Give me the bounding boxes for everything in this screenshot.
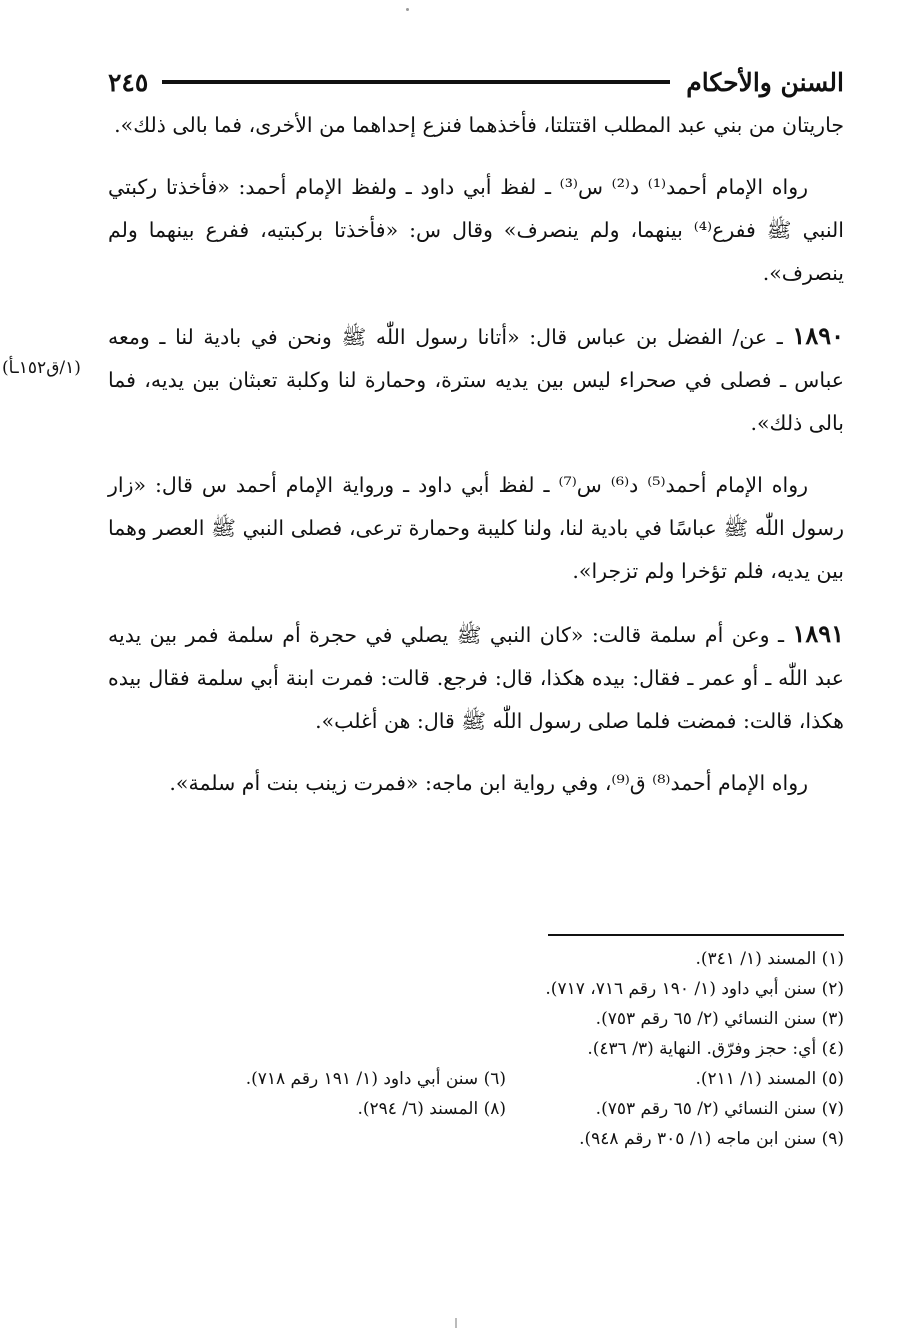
scan-mark (455, 1318, 457, 1328)
paragraph-continuation: جاريتان من بني عبد المطلب اقتتلتا، فأخذهما فنزع إحداهما من الأخرى، فما بالى ذلك». (114, 113, 844, 137)
footnote-9: (٩) سنن ابن ماجه (١/ ٣٠٥ رقم ٩٤٨). (579, 1129, 844, 1149)
footnote-row (108, 1094, 844, 1124)
page-header (108, 62, 844, 102)
footnote-row (108, 974, 844, 1004)
footnote-row (108, 1124, 844, 1154)
running-title: السنن والأحكام (686, 67, 844, 97)
footnote-5: (٥) المسند (١/ ٢١١). (695, 1069, 844, 1089)
hadith-1890 (108, 314, 844, 445)
hadith-text: ـ عن/ الفضل بن عباس قال: «أتانا رسول اللّٰه ﷺ ونحن في بادية لنا ـ ومعه عباس ـ فصلى في صحراء ليس بين يديه سترة، وحمارة لنا وكلبة تعبثان بين يديه، فما بالى ذلك». (108, 325, 844, 435)
main-text (108, 104, 844, 824)
paragraph-takhrij-1: رواه الإمام أحمد⁽¹⁾ د⁽²⁾ س⁽³⁾ ـ لفظ أبي داود ـ ولفظ الإمام أحمد: «فأخذتا ركبتي النبي ﷺ ففرع⁽⁴⁾ بينهما، ولم ينصرف» وقال س: «فأخذتا بركبتيه، ففرع بينهما ولم ينصرف». (108, 175, 844, 285)
footnote-4: (٤) أي: حجز وفرّق. النهاية (٣/ ٤٣٦). (587, 1039, 844, 1059)
footnote-rule (548, 934, 844, 936)
footnote-row (108, 944, 844, 974)
paragraph-takhrij-2: رواه الإمام أحمد⁽⁵⁾ د⁽⁶⁾ س⁽⁷⁾ ـ لفظ أبي داود ـ ورواية الإمام أحمد س قال: «زار رسول اللّٰه ﷺ عباسًا في بادية لنا، ولنا كليبة وحمارة ترعى، فصلى النبي ﷺ العصر وهما بين يديه، فلم تؤخرا ولم تزجرا». (108, 473, 844, 583)
footnote-1: (١) المسند (١/ ٣٤١). (695, 949, 844, 969)
manuscript-sidenote: (١/ق١٥٢ـأ) (2, 358, 81, 378)
footnote-row (108, 1034, 844, 1064)
footnote-2: (٢) سنن أبي داود (١/ ١٩٠ رقم ٧١٦، ٧١٧). (545, 979, 844, 999)
hadith-1891 (108, 612, 844, 743)
scan-speck (406, 8, 409, 11)
hadith-text: ـ وعن أم سلمة قالت: «كان النبي ﷺ يصلي في حجرة أم سلمة فمر بين يديه عبد اللّٰه ـ أو عمر ـ فقال: بيده هكذا، قال: فرجع. قالت: فمرت ابنة أبي سلمة فقال بيده هكذا، قالت: فمضت فلما صلى رسول اللّٰه ﷺ قال: هن أغلب». (108, 623, 844, 733)
footnote-6: (٦) سنن أبي داود (١/ ١٩١ رقم ٧١٨). (245, 1069, 506, 1089)
header-rule (162, 80, 670, 84)
paragraph-takhrij-3: رواه الإمام أحمد⁽⁸⁾ ق⁽⁹⁾، وفي رواية ابن ماجه: «فمرت زينب بنت أم سلمة». (169, 771, 808, 795)
footnote-3: (٣) سنن النسائي (٢/ ٦٥ رقم ٧٥٣). (595, 1009, 844, 1029)
hadith-number: ١٨٩٠ (792, 321, 844, 350)
hadith-number: ١٨٩١ (792, 619, 844, 648)
page-number: ٢٤٥ (108, 67, 149, 97)
footnotes (108, 944, 844, 1154)
footnote-7: (٧) سنن النسائي (٢/ ٦٥ رقم ٧٥٣). (595, 1099, 844, 1119)
footnote-row (108, 1064, 844, 1094)
footnote-8: (٨) المسند (٦/ ٢٩٤). (357, 1099, 506, 1119)
footnote-row (108, 1004, 844, 1034)
